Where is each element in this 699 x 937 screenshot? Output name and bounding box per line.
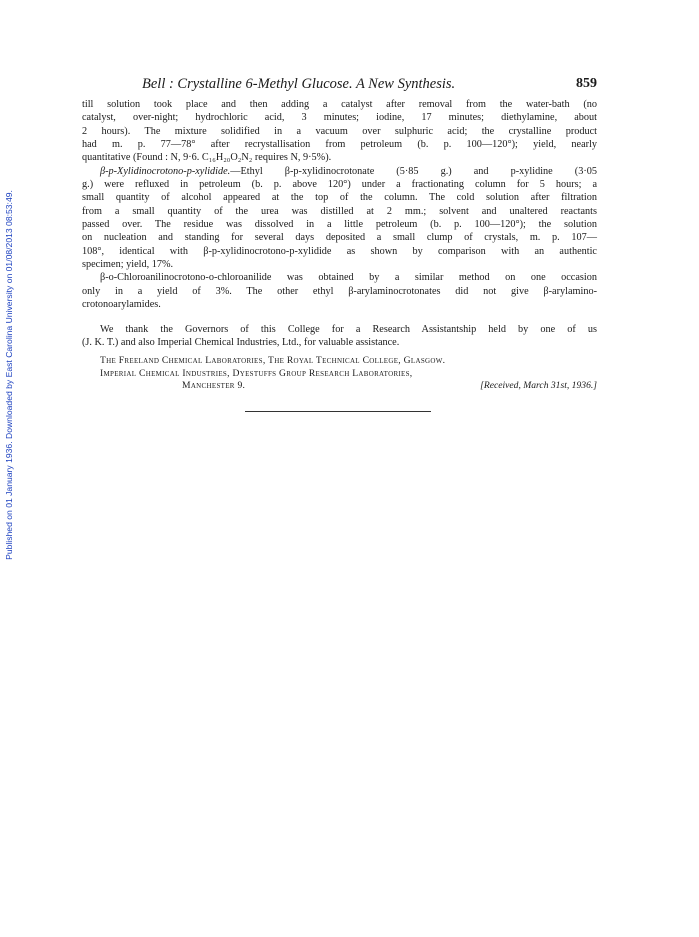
download-watermark bbox=[2, 160, 16, 590]
text-line: till solution took place and then adding a catalyst after removal from the water-bath (no bbox=[82, 99, 597, 110]
text-line: small quantity of alcohol appeared at the top of the column. The cold solution after filtration bbox=[82, 192, 597, 204]
affiliation-city: Manchester 9. bbox=[182, 380, 246, 392]
text-line: (J. K. T.) and also Imperial Chemical Industries, Ltd., for valuable assistance. bbox=[82, 336, 400, 348]
page-number: 859 bbox=[576, 76, 597, 91]
text-line: g.) were refluxed in petroleum (b. p. above 120°) under a fractionating column for 5 hours; a bbox=[82, 179, 597, 191]
acknowledgement bbox=[82, 323, 597, 350]
text-line: specimen; yield, 17%. bbox=[82, 259, 174, 271]
text-line bbox=[82, 165, 597, 178]
compound-heading: β-p-Xylidinocrotono-p-xylidide. bbox=[100, 165, 231, 177]
affiliation-row bbox=[82, 380, 597, 393]
text-line: 2 hours). The mixture solidified in a vacuum over sulphuric acid; the crystalline product bbox=[82, 125, 597, 137]
text-line: passed over. The residue was dissolved in a little petroleum (b. p. 100—120°); the solution bbox=[82, 219, 597, 231]
text-line: crotonoarylamides. bbox=[82, 299, 161, 311]
text-line: β-o-Chloroanilinocrotono-o-chloroanilide was obtained by a similar method on one occasion bbox=[100, 272, 597, 284]
text-line: had m. p. 77—78° after recrystallisation from petroleum (b. p. 100—120°); yield, nearly bbox=[82, 139, 597, 151]
affiliation-line: The Freeland Chemical Laboratories, The Royal Technical College, Glasgow. bbox=[100, 355, 446, 367]
affiliation-block bbox=[82, 355, 597, 393]
text-line: We thank the Governors of this College for a Research Assistantship held by one of us bbox=[100, 323, 597, 335]
paragraph-continuation bbox=[82, 98, 597, 165]
received-date: [Received, March 31st, 1936.] bbox=[480, 380, 597, 392]
article-body bbox=[82, 98, 597, 393]
text-line: catalyst, over-night; hydrochloric acid, 3 minutes; iodine, 17 minutes; diethylamine, about bbox=[82, 112, 597, 124]
paragraph-xylidide bbox=[82, 165, 597, 272]
running-head-title: Bell : Crystalline 6-Methyl Glucose. A New Synthesis. bbox=[142, 76, 456, 92]
text-line: 108°, identical with β-p-xylidinocrotono-p-xylidide as shown by comparison with an authentic bbox=[82, 245, 597, 257]
journal-page bbox=[82, 76, 597, 393]
end-rule bbox=[245, 411, 431, 412]
text-line: only in a yield of 3%. The other ethyl β-arylaminocrotonates did not give β-arylamino- bbox=[82, 285, 597, 297]
affiliation-line: Imperial Chemical Industries, Dyestuffs Group Research Laboratories, bbox=[100, 367, 413, 379]
text-line: on nucleation and standing for several days deposited a small clump of crystals, m. p. 107— bbox=[82, 232, 597, 244]
text-fragment: —Ethyl β-p-xylidinocrotonate (5·85 g.) and p-xylidine (3·05 bbox=[230, 165, 597, 177]
download-watermark-text: Published on 01 January 1936. Downloaded by East Carolina University on 01/08/2013 08:53:49. bbox=[4, 190, 14, 560]
text-line: from a small quantity of the urea was distilled at 2 mm.; solvent and unaltered reactants bbox=[82, 205, 597, 217]
text-line: quantitative (Found : N, 9·6. C₁₆H₂₀O₂N₂ requires N, 9·5%). bbox=[82, 152, 332, 164]
paragraph-chloroanilide bbox=[82, 271, 597, 311]
running-head bbox=[82, 76, 597, 98]
